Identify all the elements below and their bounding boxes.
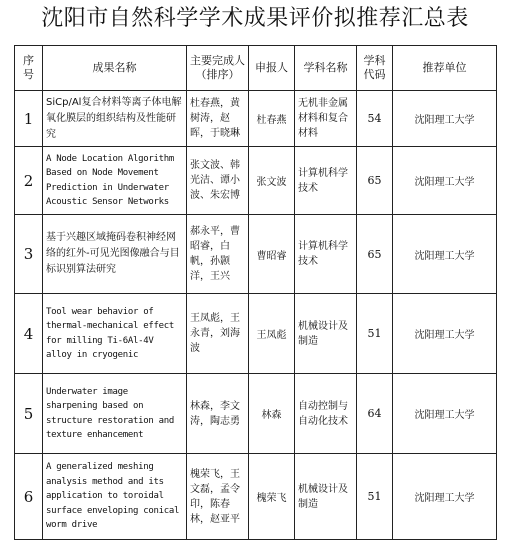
- header-subject: 学科名称: [295, 46, 357, 91]
- row-number: 3: [15, 215, 43, 294]
- table-row: [15, 147, 497, 215]
- recommending-unit: 沈阳理工大学: [393, 374, 497, 454]
- applicant: 曹昭睿: [249, 215, 295, 294]
- recommending-unit: 沈阳理工大学: [393, 91, 497, 147]
- subject-name: 无机非金属材料和复合材料: [295, 91, 357, 147]
- achievement-name: Tool wear behavior of thermal-mechanical effect for milling Ti-6Al-4V alloy in cryogenic: [43, 294, 187, 374]
- subject-code: 65: [357, 147, 393, 215]
- subject-name: 计算机科学技术: [295, 147, 357, 215]
- achievement-name: Underwater image sharpening based on structure restoration and texture enhancement: [43, 374, 187, 454]
- table-row: [15, 454, 497, 540]
- achievement-name: SiCp/Al复合材料等离子体电解氧化膜层的组织结构及性能研究: [43, 91, 187, 147]
- applicant: 张文波: [249, 147, 295, 215]
- table-row: [15, 374, 497, 454]
- subject-code: 65: [357, 215, 393, 294]
- main-authors: 杜春燕，黄树涛，赵晖，于晓琳: [187, 91, 249, 147]
- applicant: 杜春燕: [249, 91, 295, 147]
- recommending-unit: 沈阳理工大学: [393, 294, 497, 374]
- header-no: 序号: [15, 46, 43, 91]
- applicant: 林森: [249, 374, 295, 454]
- row-number: 1: [15, 91, 43, 147]
- main-authors: 林森，李文涛，陶志勇: [187, 374, 249, 454]
- achievement-name: A Node Location Algorithm Based on Node Movement Prediction in Underwater Acoustic Sensor Networks: [43, 147, 187, 215]
- row-number: 5: [15, 374, 43, 454]
- table-row: [15, 294, 497, 374]
- main-authors: 槐荣飞，王文磊，孟令印，陈春林，赵亚平: [187, 454, 249, 540]
- row-number: 6: [15, 454, 43, 540]
- header-row: [15, 46, 497, 91]
- header-name: 成果名称: [43, 46, 187, 91]
- applicant: 王凤彪: [249, 294, 295, 374]
- recommending-unit: 沈阳理工大学: [393, 215, 497, 294]
- applicant: 槐荣飞: [249, 454, 295, 540]
- subject-code: 51: [357, 294, 393, 374]
- subject-name: 计算机科学技术: [295, 215, 357, 294]
- achievement-name: A generalized meshing analysis method and its application to toroidal surface enveloping conical worm drive: [43, 454, 187, 540]
- subject-name: 自动控制与自动化技术: [295, 374, 357, 454]
- row-number: 4: [15, 294, 43, 374]
- main-authors: 张文波、韩光洁、谭小波、朱宏博: [187, 147, 249, 215]
- main-authors: 郝永平，曹昭睿，白帆，孙颢洋，王兴: [187, 215, 249, 294]
- subject-name: 机械设计及制造: [295, 294, 357, 374]
- header-unit: 推荐单位: [393, 46, 497, 91]
- header-applicant: 申报人: [249, 46, 295, 91]
- subject-code: 51: [357, 454, 393, 540]
- page-title: 沈阳市自然科学学术成果评价拟推荐汇总表: [41, 6, 469, 31]
- row-number: 2: [15, 147, 43, 215]
- subject-code: 64: [357, 374, 393, 454]
- table-row: [15, 91, 497, 147]
- table-row: [15, 215, 497, 294]
- summary-table: [14, 45, 497, 540]
- header-code: 学科代码: [357, 46, 393, 91]
- recommending-unit: 沈阳理工大学: [393, 454, 497, 540]
- subject-name: 机械设计及制造: [295, 454, 357, 540]
- recommending-unit: 沈阳理工大学: [393, 147, 497, 215]
- main-authors: 王凤彪，王永青，刘海波: [187, 294, 249, 374]
- subject-code: 54: [357, 91, 393, 147]
- header-authors: 主要完成人（排序）: [187, 46, 249, 91]
- achievement-name: 基于兴趣区域掩码卷积神经网络的红外-可见光图像融合与目标识别算法研究: [43, 215, 187, 294]
